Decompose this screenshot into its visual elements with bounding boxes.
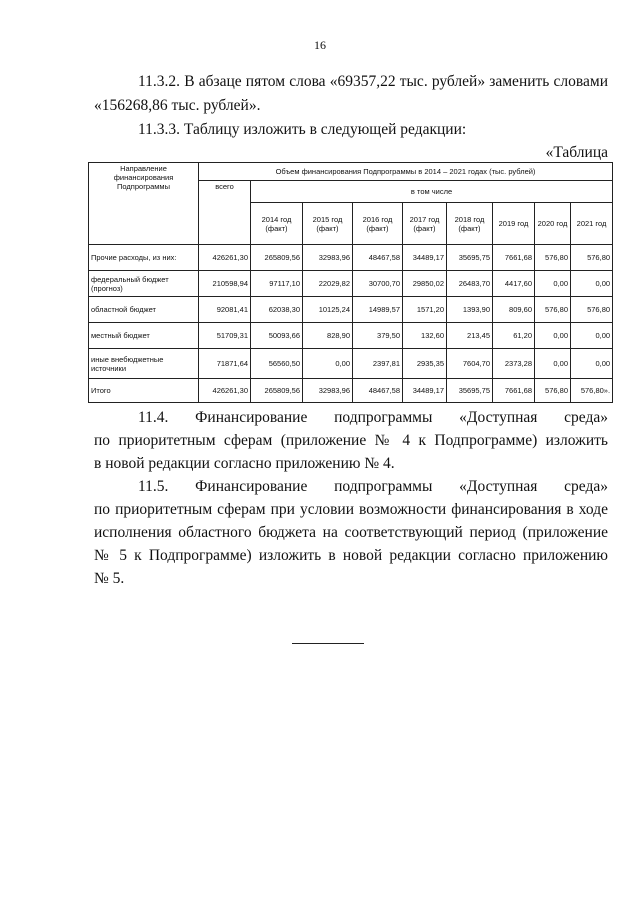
- cell-value: 0,00: [303, 349, 353, 379]
- cell-value: 61,20: [493, 323, 535, 349]
- cell-value: 576,80».: [571, 379, 613, 403]
- separator-line: [292, 643, 364, 644]
- cell-value: 379,50: [353, 323, 403, 349]
- cell-value: 14989,57: [353, 297, 403, 323]
- row-label: Итого: [89, 379, 199, 403]
- cell-value: 265809,56: [251, 379, 303, 403]
- cell-value: 26483,70: [447, 271, 493, 297]
- cell-value: 7604,70: [447, 349, 493, 379]
- table-row: [89, 323, 613, 349]
- cell-value: 34489,17: [403, 379, 447, 403]
- cell-value: 265809,56: [251, 245, 303, 271]
- cell-value: 1393,90: [447, 297, 493, 323]
- cell-value: 22029,82: [303, 271, 353, 297]
- cell-value: 62038,30: [251, 297, 303, 323]
- financing-table: [88, 162, 613, 403]
- cell-value: 0,00: [571, 323, 613, 349]
- paragraph-11-4-line2: по приоритетным сферам (приложение № 4 к Подпрограмме) изложить: [94, 432, 608, 449]
- cell-value: 0,00: [535, 323, 571, 349]
- table-row: [89, 245, 613, 271]
- header-direction: Направление финансирования Подпрограммы: [89, 163, 199, 245]
- cell-value: 92081,41: [199, 297, 251, 323]
- header-year: 2017 год (факт): [403, 203, 447, 245]
- cell-value: 576,80: [535, 379, 571, 403]
- cell-value: 4417,60: [493, 271, 535, 297]
- cell-value: 7661,68: [493, 245, 535, 271]
- row-label: областной бюджет: [89, 297, 199, 323]
- row-label: федеральный бюджет (прогноз): [89, 271, 199, 297]
- cell-value: 35695,75: [447, 245, 493, 271]
- cell-value: 56560,50: [251, 349, 303, 379]
- paragraph-11-4-line3: в новой редакции согласно приложению № 4.: [94, 455, 395, 472]
- cell-value: 48467,58: [353, 379, 403, 403]
- row-label: Прочие расходы, из них:: [89, 245, 199, 271]
- cell-value: 809,60: [493, 297, 535, 323]
- header-year: 2018 год (факт): [447, 203, 493, 245]
- cell-value: 32983,96: [303, 245, 353, 271]
- cell-value: 34489,17: [403, 245, 447, 271]
- cell-value: 30700,70: [353, 271, 403, 297]
- paragraph-11-4-line1: 11.4. Финансирование подпрограммы «Доступная среда»: [138, 409, 608, 426]
- cell-value: 0,00: [571, 271, 613, 297]
- cell-value: 828,90: [303, 323, 353, 349]
- paragraph-11-5-line1: 11.5. Финансирование подпрограммы «Доступная среда»: [138, 478, 608, 495]
- page-number: 16: [314, 38, 326, 52]
- header-year: 2019 год: [493, 203, 535, 245]
- cell-value: 1571,20: [403, 297, 447, 323]
- paragraph-11-5-line4: № 5 к Подпрограмме) изложить в новой редакции согласно приложению: [94, 547, 608, 564]
- paragraph-11-3-2-line1: 11.3.2. В абзаце пятом слова «69357,22 тыс. рублей» заменить словами: [138, 73, 608, 90]
- cell-value: 48467,58: [353, 245, 403, 271]
- table-row: [89, 349, 613, 379]
- cell-value: 7661,68: [493, 379, 535, 403]
- cell-value: 0,00: [535, 271, 571, 297]
- table-caption: «Таблица: [545, 144, 608, 161]
- cell-value: 576,80: [535, 297, 571, 323]
- cell-value: 71871,64: [199, 349, 251, 379]
- header-total: всего: [199, 181, 251, 245]
- paragraph-11-3-2-line2: «156268,86 тыс. рублей».: [94, 97, 261, 114]
- table-row: [89, 379, 613, 403]
- cell-value: 35695,75: [447, 379, 493, 403]
- cell-value: 0,00: [535, 349, 571, 379]
- cell-value: 32983,96: [303, 379, 353, 403]
- cell-value: 426261,30: [199, 245, 251, 271]
- cell-value: 2373,28: [493, 349, 535, 379]
- header-year: 2015 год (факт): [303, 203, 353, 245]
- cell-value: 10125,24: [303, 297, 353, 323]
- table-row: [89, 271, 613, 297]
- cell-value: 576,80: [535, 245, 571, 271]
- cell-value: 213,45: [447, 323, 493, 349]
- cell-value: 50093,66: [251, 323, 303, 349]
- cell-value: 0,00: [571, 349, 613, 379]
- header-year: 2014 год (факт): [251, 203, 303, 245]
- cell-value: 2397,81: [353, 349, 403, 379]
- cell-value: 51709,31: [199, 323, 251, 349]
- paragraph-11-5-line3: исполнения областного бюджета на соответствующий период (приложение: [94, 524, 608, 541]
- cell-value: 97117,10: [251, 271, 303, 297]
- header-year: 2016 год (факт): [353, 203, 403, 245]
- cell-value: 132,60: [403, 323, 447, 349]
- header-volume: Объем финансирования Подпрограммы в 2014 – 2021 годах (тыс. рублей): [199, 163, 613, 181]
- paragraph-11-5-line5: № 5.: [94, 570, 125, 587]
- cell-value: 576,80: [571, 297, 613, 323]
- header-year: 2020 год: [535, 203, 571, 245]
- table-row: [89, 297, 613, 323]
- paragraph-11-5-line2: по приоритетным сферам при условии возможности финансирования в ходе: [94, 501, 608, 518]
- paragraph-11-3-3: 11.3.3. Таблицу изложить в следующей редакции:: [138, 121, 467, 138]
- row-label: местный бюджет: [89, 323, 199, 349]
- cell-value: 210598,94: [199, 271, 251, 297]
- cell-value: 426261,30: [199, 379, 251, 403]
- cell-value: 576,80: [571, 245, 613, 271]
- cell-value: 2935,35: [403, 349, 447, 379]
- header-year: 2021 год: [571, 203, 613, 245]
- row-label: иные внебюджетные источники: [89, 349, 199, 379]
- cell-value: 29850,02: [403, 271, 447, 297]
- header-including: в том числе: [251, 181, 613, 203]
